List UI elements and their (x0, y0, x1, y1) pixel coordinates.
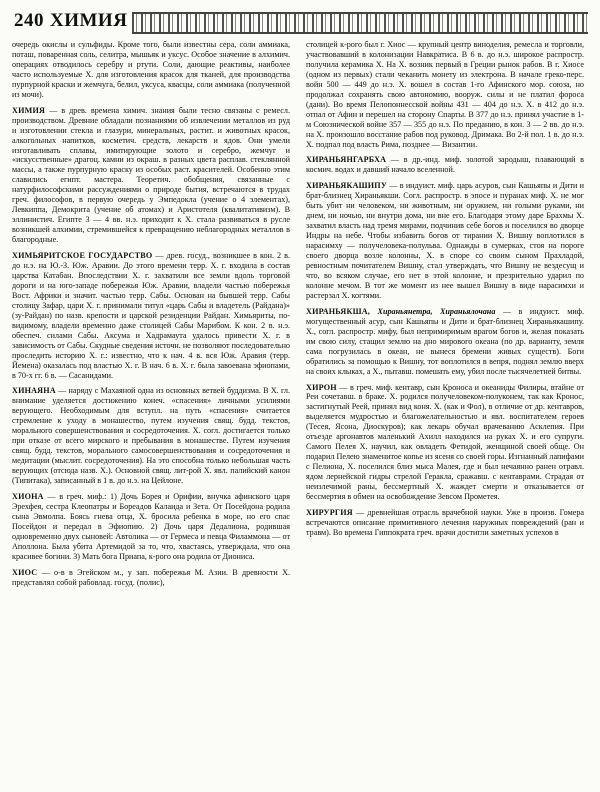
entry-chemistry-continuation: очередь окислы и сульфиды. Кроме того, были известны сера, соли аммиака, поташ, поваренная соль, селитра, мышьяк и уксус. Особое значение в алхимич. операциях отводилось серебру и ртути. Соли, дающие реактивы, наиболее часто используемые Х. для изготовления красок для тканей, для производства пурпурной краски и жемчуга, белил, уксуса, квасцы, соли аммиака (полученной из мочи). (12, 40, 290, 99)
page-number: 240 (14, 10, 44, 31)
entry-heading: ХИРАНЬЯНГАРБХА (306, 155, 387, 165)
entry-khimiya (12, 106, 290, 245)
entry-text: — в древ. времена химич. знания были тесно связаны с ремесл. производством. Древние обладали познаниями об извлечении металлов из руд и изготовлении стекла и глазури, минеральных, растит. и животных красок, алкогольных напитков, косметич. средств, лекарств и ядов. Они умели изготавливать сплавы, имитирующие золото и серебро, жемчуг и «искусственные» драгоц. камни из окраш. в разных цвета расплав. стеклянной массы, а также пурпурную краску из особых раст. красителей. Особенно этим славились египт. мастера. Теоретич. обобщения, связанные с натурфилософскими рассуждениями о природе бытия, встречаются в трудах греч. философов, в первую очередь у Эмпедокла (учение о 4 элементах), Левкиппа, Демокрита (учение об атомах) и Аристотеля (квалитативизм). В эллинистич. Египте 3 — 4 вв. н.э. приходит к Х. стала развиваться в русле возникшей алхимии, стремившейся к превращению неблагородных металлов в благородные. (12, 105, 290, 245)
entry-heading: ХИМЬЯРИТСКОЕ ГОСУДАРСТВО (12, 251, 153, 261)
entry-heading: ХИРАНЬЯКША, (306, 306, 371, 316)
entry-heading: ХИРАНЬЯКАШИПУ (306, 181, 387, 191)
entry-heading: ХИОС (12, 567, 38, 577)
entry-heading: ХИОНА (12, 491, 44, 501)
entry-alt-names: Хираньянетра, Хираньялочана (370, 306, 496, 316)
entry-text: — в индуист. миф. царь асуров, сын Кашьяпы и Дити и брат-близнец Хираньякши. Согл. распростр. в эпосе и пуранах миф. Х. не мог быть убит ни человеком, ни животным, ни оружием, ни голыми руками, ни днем, ни ночью, ни внутри дома, ни вне его. Благодаря этому даре Брахмы Х. захватил власть над тремя мирами, подчинив себе богов и поселился во дворце Индры на небе. Чтобы избавить богов от тирании Х. Вишну воплотился в нарасимху — получеловека-полульва. Однажды в сумерках, стоя на пороге своего дворца возле колонны, Х. в споре со своим сыном Прахладой, ревностным почитателем Вишну, стал утверждать, что Вишну не вездесущ и что, во всяком случае, его нет в этой колонне, и презрительно ударил по колонне мечом. В тот же момент из нее вышел Вишну в виде нарасимхи и растерзал Х. когтями. (306, 181, 584, 300)
entry-hiranyagarbha (306, 155, 584, 175)
entry-hiranyaksha (306, 307, 584, 377)
ornamental-border (132, 12, 588, 34)
entry-text: — в греч. миф.: 1) Дочь Борея и Орифии, внучка афинского царя Эрехфея, сестра Клеопатры и Бореадов Калаида и Зета. От Посейдона родила сына Эвмолпа. Боясь гнева отца, Х. бросила ребенка в море, но его спас Посейдон и передал в Эфиопию. 2) Дочь царя Дедалиона, родившая одновременно двух сыновей: Автолика — от Гермеса и певца Филаммона — от Аполлона. Была убита Артемидой за то, что, хвастаясь, утверждала, что она красивее богини. 3) Мать бога Приапа, к-рого она родила от Диониса. (12, 491, 290, 561)
entry-text: — древ. госуд., возникшее в кон. 2 в. до н.э. на Ю.-З. Юж. Аравии. До этого времени терр. Х. г. входила в состав царства Катабан. Впоследствии X. г. захватили все земли вдоль торговой дороги и на юго-западе побережья Юж. Аравии, владели частью побережья Вост. Африки и значит. частью терр. Сабы. Основан на бывшей терр. Сабы столицу Зафар, цари Х. г. принимали титул «царь Сабы и владетель (Райдана)» (зу-Райдан) по назв. крепости и царской резиденции Райдан. Химьяриты, по-видимому, владели временно даже столицей Сабы Марибом. К кон. 2 в. н.э. обеспеч. силами Сабы. Аксума и Хадрамаута удалось привести Х. г. в зависимость от Сабы. Скудные сведения источн. не позволяют последовательно проследить историю Х. г.: известно, что к нач. 4 в. вся Юж. Аравия (терр. Йемена) оказалась под властью Х. г. В нач. 6 в. Х. г. была завоевана эфиопами, в 70-х гг. 6 в. — Сасанидами. (12, 251, 291, 380)
entry-heading: ХИРУРГИЯ (306, 507, 353, 517)
entry-text: — наряду с Махаяной одна из основных ветвей буддизма. В Х. гл. внимание уделяется достижению конеч. «спасения» личными усилиями верующего. Необходимым для вступл. на путь «спасения» считается стремление к уходу в монашество, путем изучения свящ. будд. текстов, морального совершенствования и сосредоточения. Х. согл. достигается только при отказе от всего мирского и пребывания в монашестве. Путем изучения свящ. будд. текстов, морального самосовершенствования и сосредоточения и медитации (мыслит. сосредоточения). На это способна только небольшая часть верующих (отсюда назв. Х.). Основной свящ. лит-рой Х. явл. палийский канон (Типитака), записанный в 1 в. до н.э. на Цейлоне. (12, 386, 290, 486)
entry-heading: ХИМИЯ (12, 105, 46, 115)
entry-himyarite-state (12, 251, 290, 380)
entry-text: — в индуист. миф. могущественный асур, сын Кашьяпы и Дити и брат-близнец Хираньякашипу. Х., согл. распростр. мифу, был непримиримым врагом богов и, желая показать им свою силу, стащил землю на дно мирового океана (по др. варианту, земля сама погрузилась в океан, не вынеся бремени живых существ). Боги обратились за помощью к Вишну, тот воплотился в вепря, поднял землю вверх на своих клыках, а Х., пытавш. помешать ему, убил после тысячелетней битвы. (306, 306, 584, 376)
entry-text: — о-в в Эгейском м., у зап. побережья М. Азии. В древности Х. представлял собой рабовлад. госуд. (полис), (12, 567, 290, 587)
section-title: ХИМИЯ (50, 10, 128, 31)
page-header (14, 8, 588, 36)
entry-text: — в греч. миф. кентавр, сын Кроноса и океаниды Филиры, втайне от Реи сочетавш. в браке. Х. родился получеловеком-полуконем, так как Кронос, застигнутый Реей, принял вид коня. Х. (как и Фол), в отличие от др. кентавров, выделяется мудростью и благожелательностью и явл. воспитателем героев (Тесея, Ясона, Диоскуров); как лекарь обучал врачеванию Асклепия. При отъезде аргонавтов маленький Ахилл находился на руках Х. и его супруги. Самого Пелея Х. научил, как овладеть Фетидой, женщиной своей обще. Он подарил Пелею знаменитое копье из ясеня со своей горы. Изгнанный лапифами с Пелиона, Х. поселился близ мыса Малея, где и был нечаянно ранен отравл. ядом лернейской гидры стрелой Геракла, сражавш. с кентаврами. Страдая от неизлечимой раны, бессмертный Х. жаждет смерти и отказывается от бессмертия в обмен на освобождение Зевсом Прометея. (306, 382, 584, 501)
entry-text: — древнейшая отрасль врачебной науки. Уже в произв. Гомера встречаются описание примитивного лечения наружных повреждений (ран и травм). Во времена Гиппократа греч. врачи достигли заметных успехов в (306, 507, 584, 537)
entry-hiranyakashipu (306, 181, 584, 300)
entry-text: — в др.-инд. миф. золотой зародыш, плавающий в космич. водах и давший начало вселенной. (306, 155, 584, 175)
entry-chiron (306, 383, 584, 502)
running-head (14, 10, 133, 32)
entry-heading: ХИРОН (306, 382, 337, 392)
entry-surgery (306, 508, 584, 538)
entry-chios-continuation: столицей к-рого был г. Хиос — крупный центр виноделия, ремесла и торговли, участвовавший в колонизации Навкратиса. В 6 в. до н.э. широкое распростр. получила керамика Х. На Х. возник первый в Греции рынок рабов. В г. Хиосе (одном из первых) стали чеканить монету из электрона. В начале греко-перс. войн 500 — 449 до н.э. Х. вошел в состав 1-го Афинского мор. союза, но продолжал сохранять свою автономию, вооруж. силы и не платил фороса (дани). Во время Пелопоннесской войны 431 — 404 до н.э. Х. в 412 до н.э. отпал от Афин и перешел на сторону Спарты. В 377 до н.э. принял участие в 1-м Союзнической войне 357 — 355 до н.э. По преданию, в кон. 3 — 2 вв. до н.э. на Х. произошло восстание рабов под руковод. Дримака. Во 2-й пол. 1 в. до н.э. Х. подпал под власть Рима, позднее — Византии. (306, 40, 584, 149)
entry-hinayana (12, 386, 290, 486)
entry-heading: ХИНАЯНА (12, 386, 56, 396)
right-column (306, 40, 584, 544)
entry-chios (12, 568, 290, 588)
left-column (12, 40, 290, 594)
entry-chione (12, 492, 290, 562)
